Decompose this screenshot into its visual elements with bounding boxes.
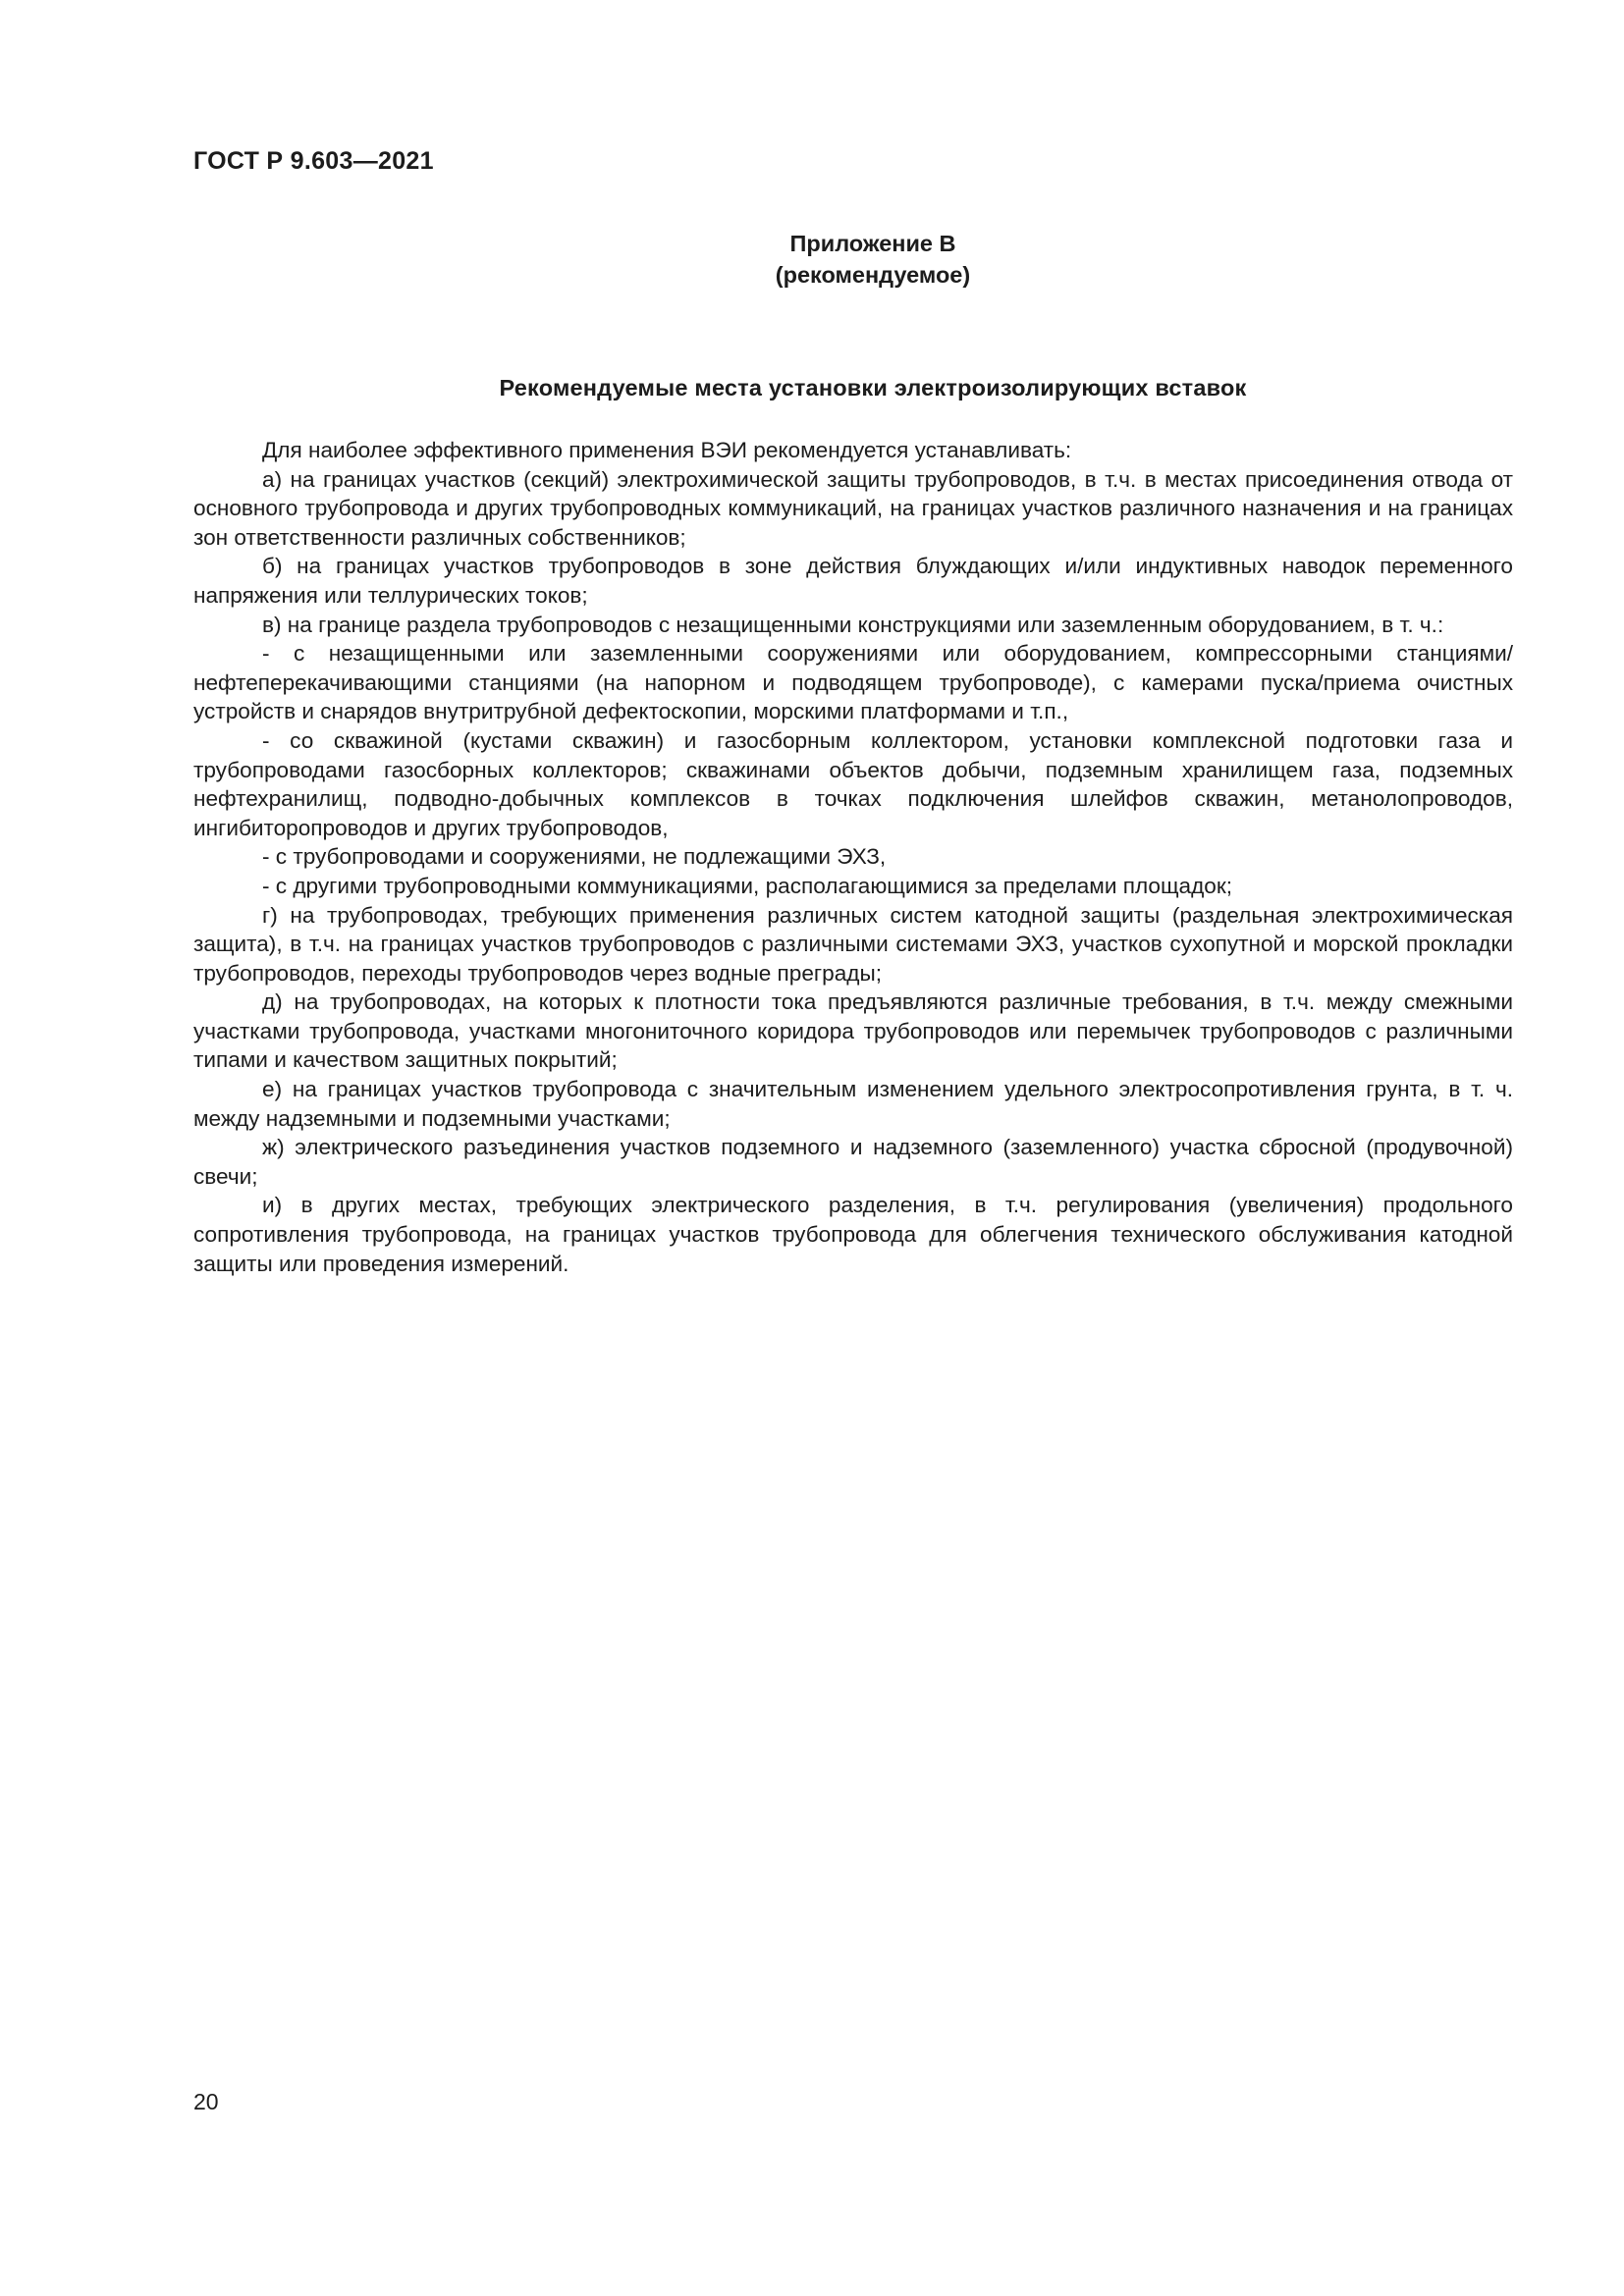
paragraph-subitem-2: - со скважиной (кустами скважин) и газосборным коллектором, установки комплексной подготовки газа и трубопроводами газосборных коллекторов; скважинами объектов добычи, подземным хранилищем газа, подземных нефтехранилищ, подводно-добычных комплексов в точках подключения шлейфов скважин, метанолопроводов, ингибиторопроводов и других трубопроводов, [193, 727, 1513, 840]
paragraph-item-g: г) на трубопроводах, требующих применения различных систем катодной защиты (раздельная электрохимическая защита), в т.ч. на границах участков трубопроводов с различными системами ЭХЗ, участков сухопутной и морской прокладки трубопроводов, переходы трубопроводов через водные преграды; [193, 902, 1513, 986]
paragraph-subitem-3: - с трубопроводами и сооружениями, не подлежащими ЭХЗ, [262, 844, 887, 870]
paragraph-item-d: д) на трубопроводах, на которых к плотности тока предъявляются различные требования, в т.ч. между смежными участками трубопровода, участками многониточного коридора трубопроводов или перемычек трубопроводов с различными типами и качеством защитных покрытий; [193, 989, 1513, 1073]
paragraph-item-zh: ж) электрического разъединения участков подземного и надземного (заземленного) участка сбросной (продувочной) свечи; [193, 1135, 1513, 1189]
paragraph-item-i: и) в других местах, требующих электрического разделения, в т.ч. регулирования (увеличения) продольного сопротивления трубопровода, на границах участков трубопровода для облегчения технического обслуживания катодной защиты или проведения измерений. [193, 1193, 1513, 1276]
body-text [193, 436, 1513, 1278]
paragraph-intro: Для наиболее эффективного применения ВЭИ рекомендуется устанавливать: [262, 438, 1072, 462]
document-header-id: ГОСТ Р 9.603—2021 [193, 147, 434, 175]
paragraph-item-a: а) на границах участков (секций) электрохимической защиты трубопроводов, в т.ч. в местах присоединения отвода от основного трубопровода и других трубопроводных коммуникаций, на границах участков различного назначения и на границах зон ответственности различных собственников; [193, 466, 1513, 550]
page-number: 20 [193, 2089, 219, 2114]
paragraph-item-v: в) на границе раздела трубопроводов с незащищенными конструкциями или заземленным оборудованием, в т. ч.: [262, 612, 1444, 637]
paragraph-item-e: е) на границах участков трубопровода с значительным изменением удельного электросопротивления грунта, в т. ч. между надземными и подземными участками; [193, 1077, 1513, 1131]
annex-heading [0, 228, 1624, 291]
paragraph-subitem-4: - с другими трубопроводными коммуникациями, располагающимися за пределами площадок; [262, 873, 1233, 898]
annex-title: Приложение В [789, 231, 956, 256]
annex-subtitle: (рекомендуемое) [775, 262, 971, 288]
paragraph-subitem-1: - с незащищенными или заземленными сооружениями или оборудованием, компрессорными станциями/нефтеперекачивающими станциями (на напорном и подводящем трубопроводе), с камерами пуска/приема очистных устройств и снарядов внутритрубной дефектоскопии, морскими платформами и т.п., [193, 641, 1513, 724]
paragraph-item-b: б) на границах участков трубопроводов в зоне действия блуждающих и/или индуктивных наводок переменного напряжения или теллурических токов; [193, 554, 1513, 608]
section-title: Рекомендуемые места установки электроизолирующих вставок [499, 375, 1247, 400]
